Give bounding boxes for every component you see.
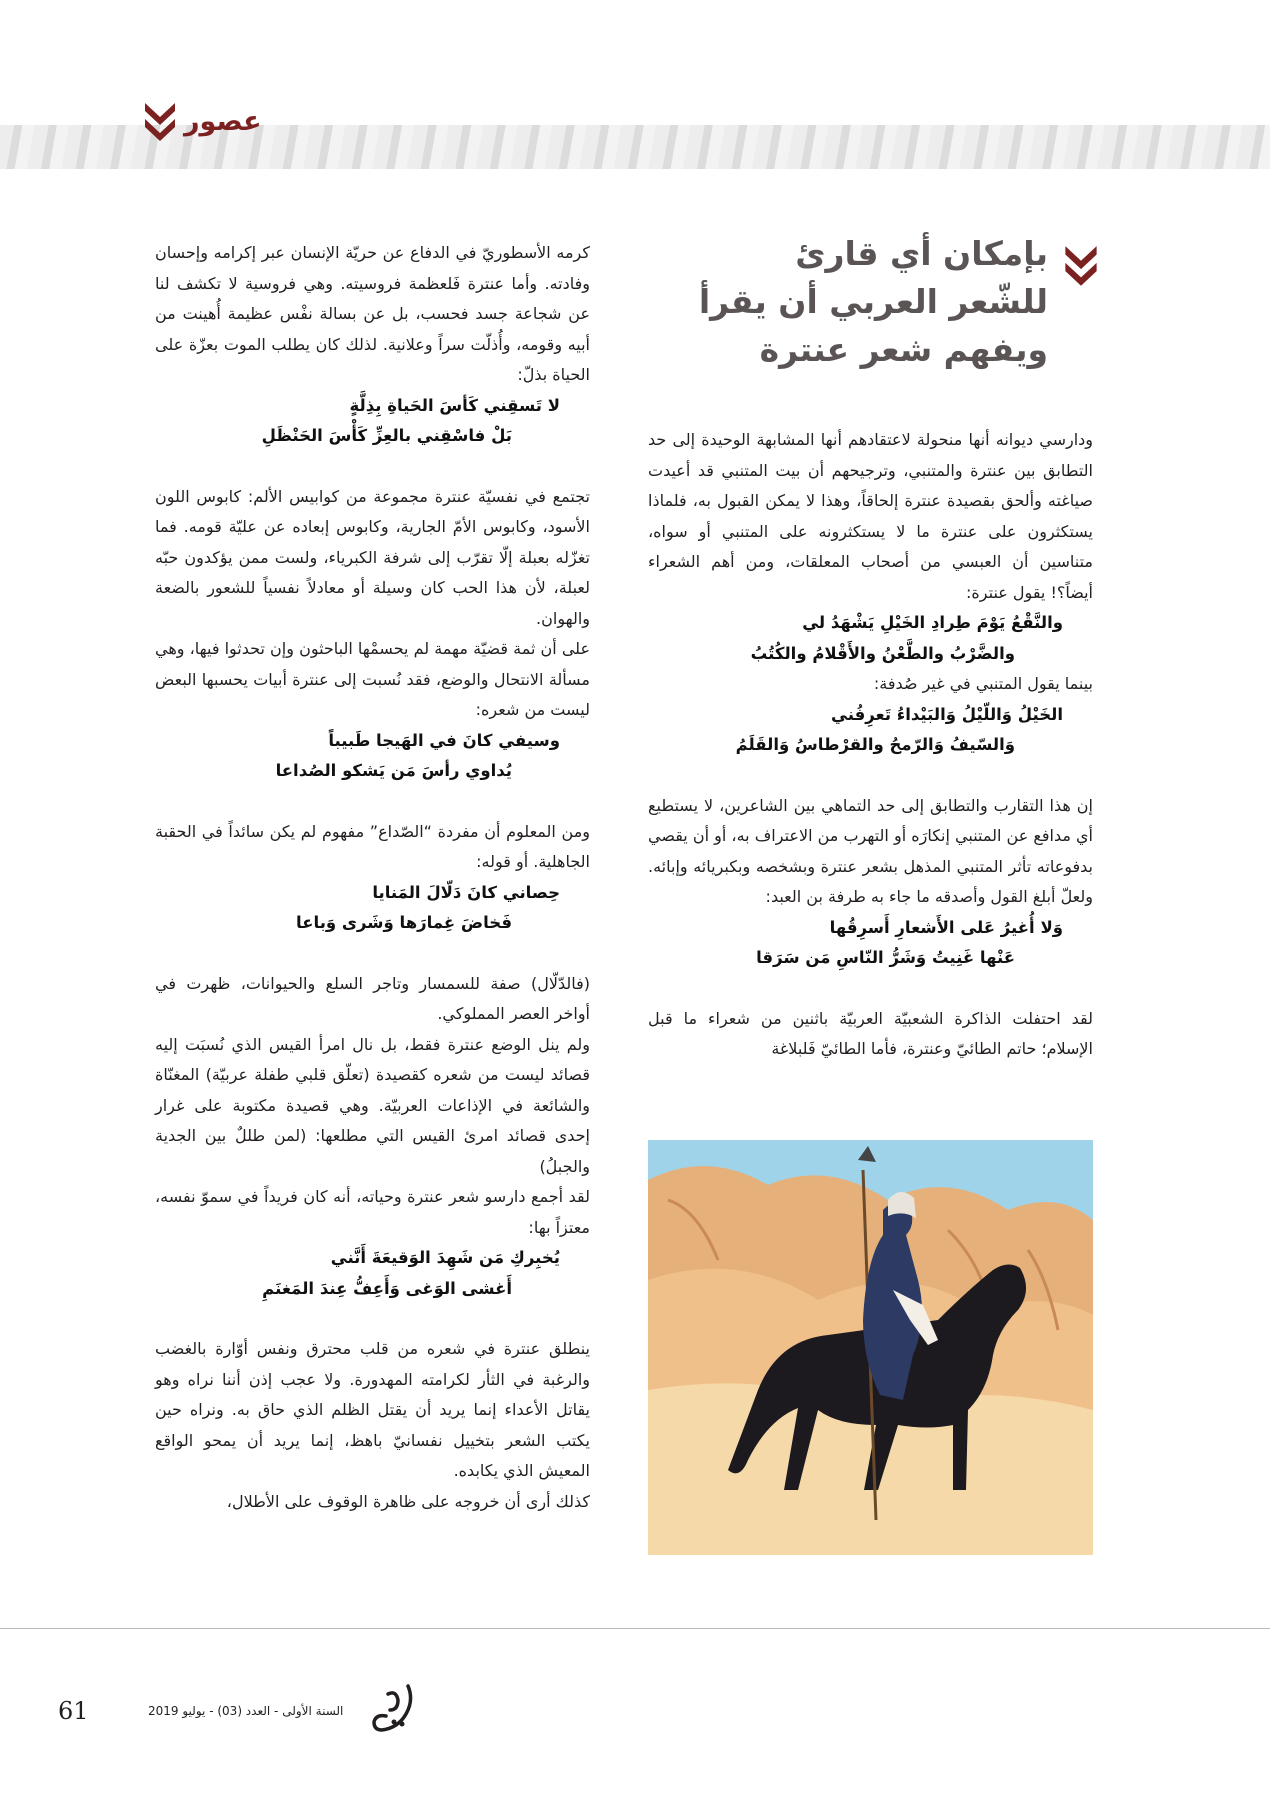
double-chevron-down-icon <box>1062 242 1100 292</box>
verse-line: يُداوي رأسَ مَن يَشكو الصُداعا <box>275 761 512 780</box>
horseman-illustration <box>648 1140 1093 1555</box>
headline-line: للشّعر العربي أن يقرأ <box>698 282 1048 321</box>
paragraph: لقد أجمع دارسو شعر عنترة وحياته، أنه كان فريداً في سموّ نفسه، معتزاً بها: <box>155 1187 590 1237</box>
headline-line: بإمكان أي قارئ <box>795 234 1048 273</box>
footer-divider <box>0 1628 1270 1629</box>
paragraph: ولم ينل الوضع عنترة فقط، بل نال امرأ القيس الذي نُسبَت إليه قصائد ليست من شعره كقصيدة (تعلّق قلبي طفلة عربيّة) المغنّاة والشائعة في الإذاعات العربيّة. وهي قصيدة مكتوبة على غرار إحدى قصائد امرئ القيس التي مطلعها: (لمن طللٌ بين الجدية والجبلُ) <box>155 1034 590 1176</box>
paragraph: على أن ثمة قضيّة مهمة لم يحسمْها الباحثون وإن تحدثوا فيها، وهي مسألة الانتحال والوضع، فقد نُسبت إلى عنترة أبيات يحسبها البعض ليست من شعره: <box>155 639 590 719</box>
paragraph: كرمه الأسطوريّ في الدفاع عن حريّة الإنسان عبر إكرامه وإحسان وفادته. وأما عنترة فَلعظمة فروسيته. وهي فروسية لا تكشف لنا عن شجاعة جسد فحسب، بل عن بسالة نفْس عظيمة أُهينت من أبيه وقومه، وأُذلّت سراً وعلانية. لذلك كان يطلب الموت بعزّة على الحياة بذلّ: <box>155 243 590 384</box>
section-header <box>142 96 262 146</box>
verse-line: وسيفي كانَ في الهَيجا طَبيباً <box>328 730 560 750</box>
verse-line: وَلا أُغيرُ عَلى الأَشعارِ أَسرِقُها <box>829 917 1063 937</box>
double-chevron-down-icon <box>142 97 178 145</box>
magazine-logo-icon <box>368 1680 420 1738</box>
verse-line: والضَّرْبُ والطَّعْنُ والأَقْلامُ والكُتُبُ <box>750 643 1015 663</box>
verse-line: أَغشى الوَغى وَأَعِفُّ عِندَ المَغنَمِ <box>262 1278 512 1298</box>
paragraph: لقد احتفلت الذاكرة الشعبيّة العربيّة باثنين من شعراء ما قبل الإسلام؛ حاتم الطائيّ وعنترة، فأما الطائيّ فَلبلاغة <box>648 1008 1093 1058</box>
paragraph: إن هذا التقارب والتطابق إلى حد التماهي بين الشاعرين، لا يستطيع أي مدافع عن المتنبي إنكارَه أو التهرب من الاعتراف به، أو أن يقصي بدفوعاته تأثر المتنبي المذهل بشعر عنترة وبشخصه وبكبريائه وإبائه. ولعلّ أبلغ القول وأصدقه ما جاء به طرفة بن العبد: <box>648 795 1093 906</box>
verse-line: حِصاني كانَ دَلّالَ المَنايا <box>372 882 560 902</box>
paragraph: كذلك أرى أن خروجه على ظاهرة الوقوف على الأطلال، <box>226 1491 590 1511</box>
verse-line: الخَيْلُ وَاللّيْلُ وَالبَيْداءُ تَعرِفُني <box>831 704 1063 724</box>
paragraph: ودارسي ديوانه أنها منحولة لاعتقادهم أنها المشابهة الوحيدة إلى حد التطابق بين عنترة والمتنبي، وترجيحهم أن بيت المتنبي قد أعيدت صياغته وألحق بقصيدة عنترة إلحاقاً، وهذا لا يمكن القبول به، فلماذا يستكثرون على عنترة ما لا يستكثرونه على المتنبي أو سواه، متناسين أن العبسي من أصحاب المعلقات، ومن أهم الشعراء أيضاً؟! يقول عنترة: <box>648 430 1093 602</box>
right-column <box>648 425 1093 1065</box>
verse-line: يُخبِركِ مَن شَهِدَ الوَقيعَةَ أَنَّني <box>330 1248 560 1267</box>
paragraph: ومن المعلوم أن مفردة “الصّداع” مفهوم لم يكن سائداً في الحقبة الجاهلية. أو قوله: <box>155 821 590 871</box>
section-title: عصور <box>184 105 262 137</box>
verse-line: والنَّقْعُ يَوْمَ طِرادِ الخَيْلِ يَشْهَدُ لي <box>802 613 1063 632</box>
verse-line: لا تَسقِني كَأسَ الحَياةِ بِذِلَّةٍ <box>349 395 560 415</box>
issue-info: السنة الأولى - العدد (03) - يوليو 2019 <box>148 1704 344 1718</box>
left-column <box>155 238 590 1517</box>
paragraph: (فالدّلّال) صفة للسمسار وتاجر السلع والحيوانات، ظهرت في أواخر العصر المملوكي. <box>155 973 590 1023</box>
paragraph: بينما يقول المتنبي في غير صُدفة: <box>873 674 1093 693</box>
verse-line: بَلْ فاسْقِني بالعِزِّ كَأْسَ الحَنْظَلِ <box>261 426 512 445</box>
paragraph: ينطلق عنترة في شعره من قلب محترق ونفس أوّارة بالغضب والرغبة في الثأر لكرامته المهدورة. ولا عجب إذن أننا نراه وهو يقاتل الأعداء إنما يريد أن يقتل الظلم الذي حاق به. ونراه حين يكتب الشعر بتخييل نفسانيّ باهظ، إنما يريد أن يمحو الواقع المعيش الذي يكابده. <box>155 1339 590 1480</box>
page-number: 61 <box>58 1697 89 1725</box>
verse-line: عَنْها غَنِيتُ وَشَرُّ النّاسِ مَن سَرَقا <box>756 948 1015 967</box>
paragraph: تجتمع في نفسيّة عنترة مجموعة من كوابيس الألم: كابوس اللون الأسود، وكابوس الأمّ الجارية، وكابوس إبعاده عن عليّة قومه. فما تغزّله بعبلة إلّا تقرّب إلى شرفة الكبرياء، ولست ممن يؤكدون حبّه لعبلة، لأن هذا الحب كان وسيلة أو معادلاً نفسياً للشعور بالضعة والهوان. <box>155 486 590 628</box>
article-headline <box>690 230 1100 385</box>
verse-line: فَخاضَ غِمارَها وَشَرى وَباعا <box>296 913 512 932</box>
headline-line: ويفهم شعر عنترة <box>759 330 1048 369</box>
verse-line: وَالسّيفُ وَالرّمحُ والقرْطاسُ وَالقَلَمُ <box>735 735 1015 754</box>
